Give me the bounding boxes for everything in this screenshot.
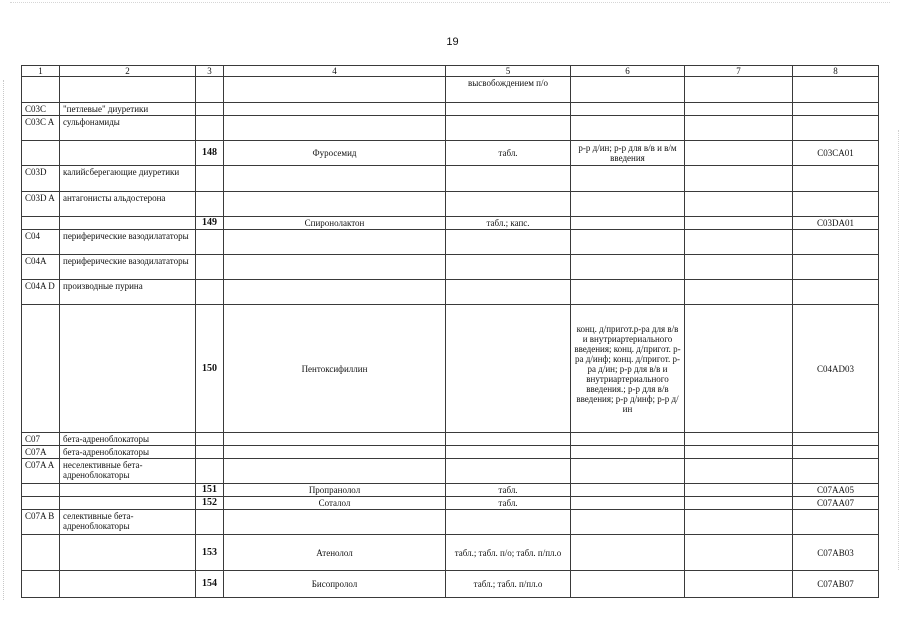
group-name-cell: антагонисты альдостерона [60,192,196,217]
col7-cell [685,535,793,571]
atc-group-cell [22,305,60,433]
table-row [22,459,879,484]
atc-group-cell: C07 [22,433,60,446]
number-cell [196,230,224,255]
col7-cell [685,280,793,305]
table-row [22,497,879,510]
column-header: 4 [224,66,446,77]
number-cell [196,446,224,459]
atc-group-cell: C03C [22,103,60,116]
header-row [22,66,879,77]
inn-cell [224,255,446,280]
form-cell [446,192,571,217]
table-row [22,103,879,116]
inn-cell [224,166,446,192]
table-row [22,217,879,230]
inn-cell [224,459,446,484]
form-cell [446,116,571,141]
atc-group-cell [22,535,60,571]
number-cell: 154 [196,571,224,598]
form-detail-cell [571,116,685,141]
atc-code-cell: C07AB03 [793,535,879,571]
col7-cell [685,510,793,535]
number-cell [196,433,224,446]
number-cell [196,192,224,217]
col7-cell [685,497,793,510]
col7-cell [685,166,793,192]
atc-code-cell [793,103,879,116]
inn-cell [224,280,446,305]
group-name-cell [60,484,196,497]
group-name-cell [60,571,196,598]
number-cell: 148 [196,141,224,166]
form-cell [446,459,571,484]
atc-code-cell: C03DA01 [793,217,879,230]
atc-group-cell: C03D A [22,192,60,217]
table-row [22,77,879,103]
atc-group-cell [22,217,60,230]
col7-cell [685,77,793,103]
form-cell [446,433,571,446]
atc-code-cell [793,192,879,217]
column-header: 2 [60,66,196,77]
group-name-cell: калийсберегающие диуретики [60,166,196,192]
group-name-cell: неселективные бета-адреноблокаторы [60,459,196,484]
number-cell: 151 [196,484,224,497]
col7-cell [685,459,793,484]
number-cell [196,103,224,116]
col7-cell [685,255,793,280]
inn-cell [224,446,446,459]
number-cell [196,280,224,305]
number-cell [196,459,224,484]
atc-code-cell [793,446,879,459]
atc-group-cell: C03C A [22,116,60,141]
inn-cell [224,103,446,116]
atc-code-cell: C07AB07 [793,571,879,598]
atc-code-cell: C04AD03 [793,305,879,433]
group-name-cell [60,217,196,230]
number-cell [196,255,224,280]
atc-code-cell [793,255,879,280]
group-name-cell: бета-адреноблокаторы [60,446,196,459]
table-row [22,433,879,446]
number-cell: 153 [196,535,224,571]
atc-group-cell [22,571,60,598]
inn-cell [224,192,446,217]
form-detail-cell [571,459,685,484]
inn-cell: Бисопролол [224,571,446,598]
atc-code-cell [793,280,879,305]
atc-group-cell: C07A A [22,459,60,484]
col7-cell [685,103,793,116]
atc-code-cell: C07AA05 [793,484,879,497]
form-detail-cell [571,433,685,446]
form-cell [446,103,571,116]
col7-cell [685,305,793,433]
col7-cell [685,192,793,217]
inn-cell [224,77,446,103]
group-name-cell: сульфонамиды [60,116,196,141]
group-name-cell: селективные бета-адреноблокаторы [60,510,196,535]
group-name-cell: производные пурина [60,280,196,305]
form-detail-cell [571,217,685,230]
inn-cell: Пропранолол [224,484,446,497]
atc-group-cell [22,497,60,510]
form-cell: табл. [446,141,571,166]
form-cell: табл.; табл. п/о; табл. п/пл.о [446,535,571,571]
atc-group-cell: C07A [22,446,60,459]
col7-cell [685,141,793,166]
col7-cell [685,484,793,497]
form-cell [446,230,571,255]
inn-cell [224,230,446,255]
scan-edge-top [10,2,890,4]
group-name-cell [60,535,196,571]
table-row [22,255,879,280]
group-name-cell [60,77,196,103]
form-detail-cell [571,166,685,192]
group-name-cell: бета-адреноблокаторы [60,433,196,446]
table-row [22,280,879,305]
form-cell [446,280,571,305]
col7-cell [685,217,793,230]
atc-code-cell [793,77,879,103]
table-row [22,571,879,598]
inn-cell [224,116,446,141]
form-detail-cell: р-р д/ин; р-р для в/в и в/м введения [571,141,685,166]
number-cell: 149 [196,217,224,230]
number-cell: 150 [196,305,224,433]
atc-code-cell: C07AA07 [793,497,879,510]
col7-cell [685,433,793,446]
table-row [22,116,879,141]
form-cell: высвобождением п/о [446,77,571,103]
table-row [22,535,879,571]
table-row [22,484,879,497]
group-name-cell: периферические вазодилататоры [60,255,196,280]
group-name-cell [60,497,196,510]
form-cell: табл. [446,497,571,510]
form-detail-cell [571,497,685,510]
inn-cell [224,510,446,535]
column-header: 3 [196,66,224,77]
form-detail-cell [571,255,685,280]
atc-group-cell [22,484,60,497]
column-header: 1 [22,66,60,77]
atc-code-cell: C03CA01 [793,141,879,166]
form-cell [446,255,571,280]
table-row [22,510,879,535]
col7-cell [685,571,793,598]
number-cell: 152 [196,497,224,510]
form-cell [446,446,571,459]
form-cell [446,305,571,433]
table-row [22,192,879,217]
inn-cell [224,433,446,446]
scan-edge-left [3,80,5,600]
form-detail-cell [571,103,685,116]
form-detail-cell [571,280,685,305]
inn-cell: Пентоксифиллин [224,305,446,433]
inn-cell: Атенолол [224,535,446,571]
group-name-cell [60,305,196,433]
number-cell [196,116,224,141]
number-cell [196,166,224,192]
table-row [22,166,879,192]
group-name-cell [60,141,196,166]
atc-code-cell [793,459,879,484]
form-cell: табл.; капс. [446,217,571,230]
column-header: 6 [571,66,685,77]
atc-group-cell [22,141,60,166]
column-header: 8 [793,66,879,77]
form-cell: табл.; табл. п/пл.о [446,571,571,598]
number-cell [196,77,224,103]
table-row [22,141,879,166]
atc-code-cell [793,230,879,255]
atc-group-cell: C03D [22,166,60,192]
page-number: 19 [446,36,459,48]
atc-group-cell: C04A [22,255,60,280]
table-row [22,230,879,255]
atc-code-cell [793,116,879,141]
form-detail-cell [571,230,685,255]
drug-table [21,65,879,598]
atc-code-cell [793,510,879,535]
col7-cell [685,446,793,459]
atc-group-cell [22,77,60,103]
col7-cell [685,230,793,255]
atc-code-cell [793,433,879,446]
column-header: 7 [685,66,793,77]
form-detail-cell [571,446,685,459]
form-detail-cell: конц. д/пригот.р-ра для в/в и внутриартериального введения; конц. д/пригот. р-ра д/инф; конц. д/пригот. р-ра д/ин; р-р для в/в и внутриартериального введения.; р-р для в/в введения; р-р д/инф; р-р д/ин [571,305,685,433]
table-row [22,446,879,459]
form-detail-cell [571,484,685,497]
atc-group-cell: C04A D [22,280,60,305]
atc-group-cell: C07A B [22,510,60,535]
form-detail-cell [571,77,685,103]
column-header: 5 [446,66,571,77]
form-cell: табл. [446,484,571,497]
inn-cell: Соталол [224,497,446,510]
number-cell [196,510,224,535]
form-detail-cell [571,535,685,571]
atc-group-cell: C04 [22,230,60,255]
inn-cell: Фуросемид [224,141,446,166]
inn-cell: Спиронолактон [224,217,446,230]
form-cell [446,510,571,535]
table-row [22,305,879,433]
form-detail-cell [571,571,685,598]
form-cell [446,166,571,192]
form-detail-cell [571,192,685,217]
col7-cell [685,116,793,141]
group-name-cell: периферические вазодилататоры [60,230,196,255]
scan-edge-right [898,130,900,570]
form-detail-cell [571,510,685,535]
atc-code-cell [793,166,879,192]
group-name-cell: "петлевые" диуретики [60,103,196,116]
